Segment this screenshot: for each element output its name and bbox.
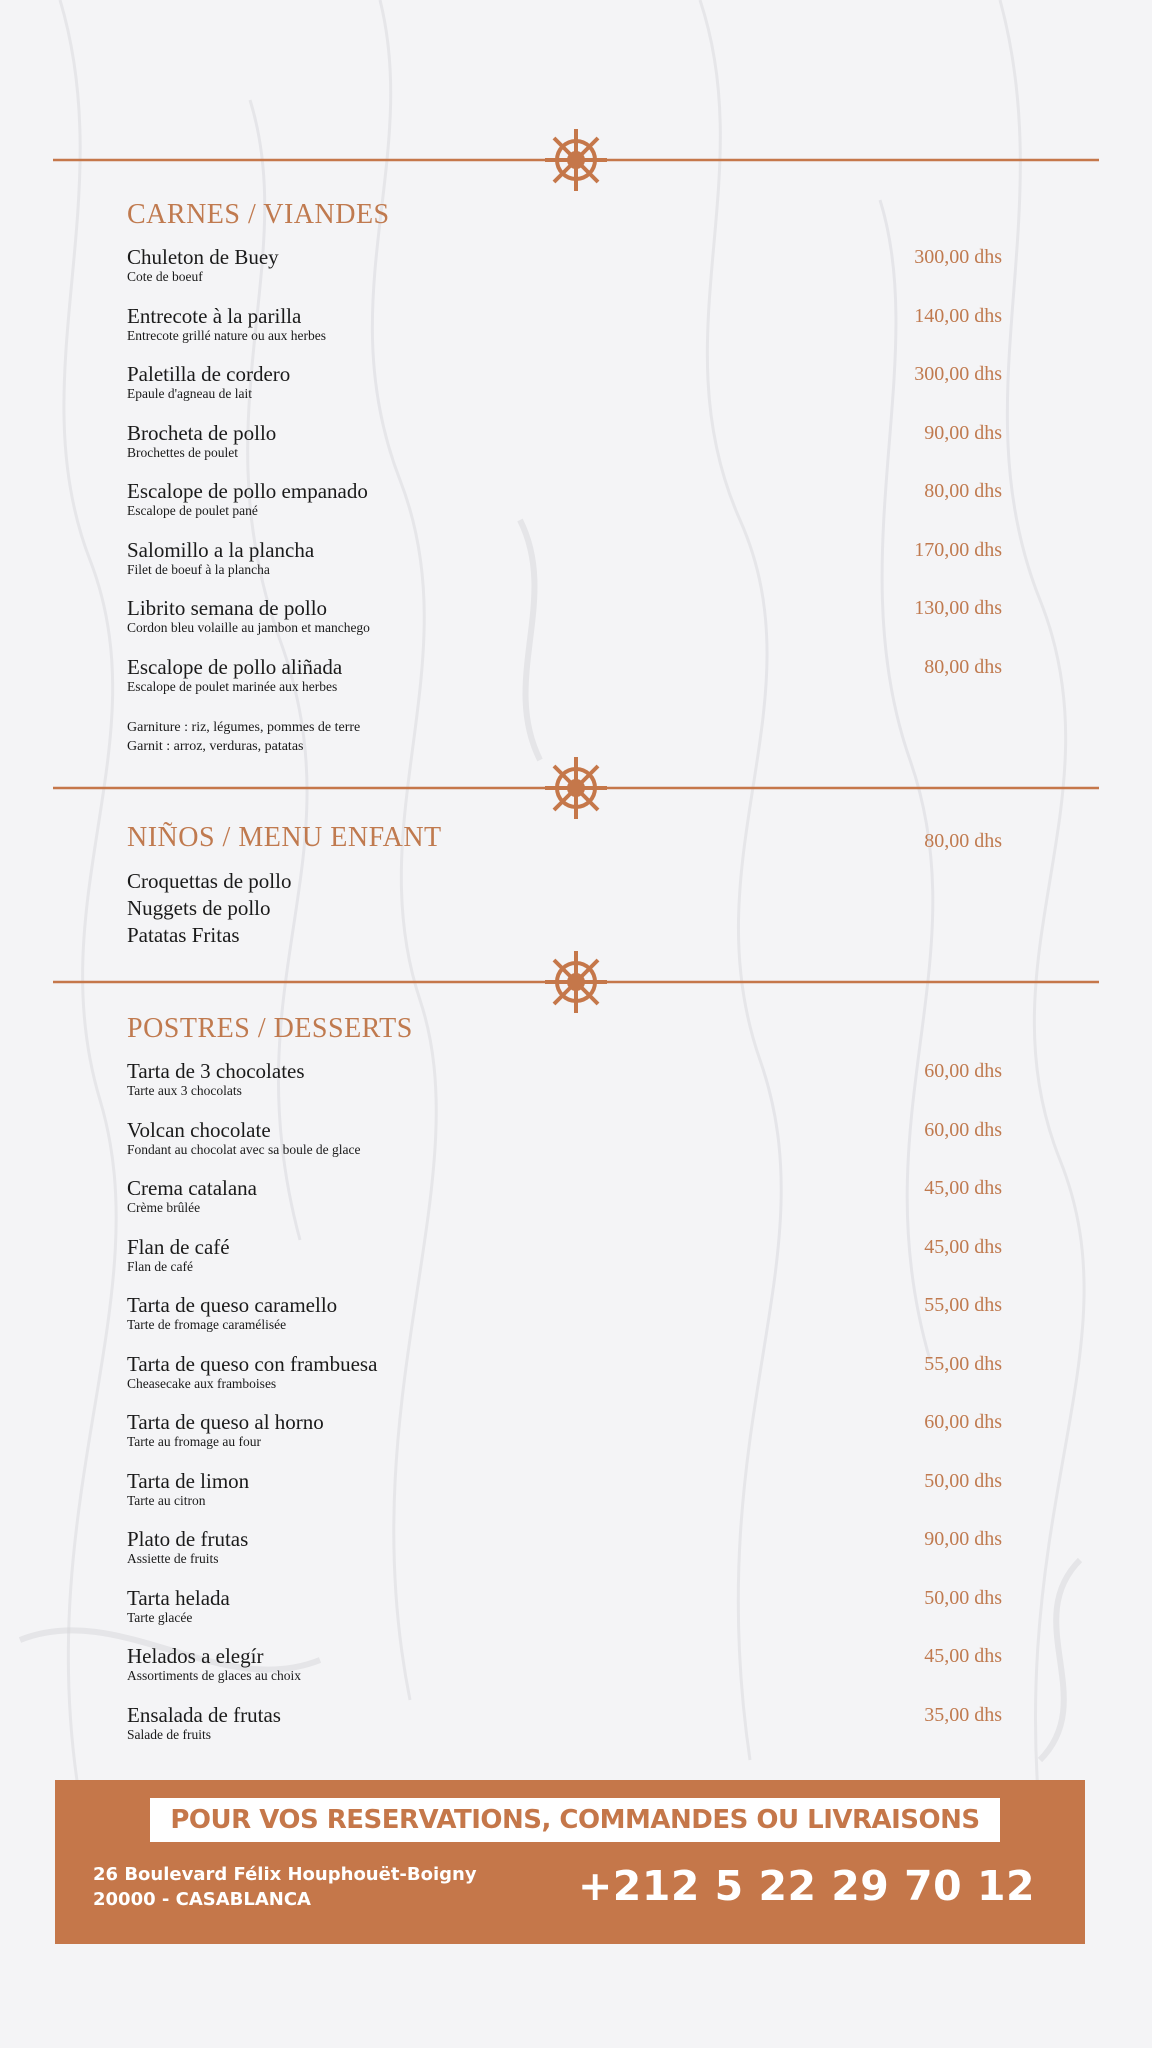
item-description: Assortiments de glaces au choix	[127, 1668, 301, 1683]
item-price: 140,00 dhs	[914, 304, 1002, 327]
item-name: Tarta de 3 chocolates	[127, 1059, 305, 1083]
item-price: 130,00 dhs	[914, 597, 1002, 619]
item-description: Cheasecake aux framboises	[127, 1375, 277, 1391]
item-description: Tarte au citron	[127, 1492, 206, 1508]
reservation-headline: POUR VOS RESERVATIONS, COMMANDES OU LIVRAISONS	[150, 1798, 1000, 1842]
menu-item	[127, 1059, 1002, 1118]
garnish-french: Garniture : riz, légumes, pommes de terre	[127, 720, 361, 735]
menu-item	[127, 538, 1002, 597]
item-description: Tarte au fromage au four	[127, 1434, 261, 1449]
section-title-carnes: CARNES / VIANDES	[127, 199, 390, 230]
item-description: Cordon bleu volaille au jambon et manchego	[127, 620, 370, 635]
item-price: 90,00 dhs	[924, 1528, 1002, 1550]
item-description: Salade de fruits	[127, 1726, 211, 1742]
item-description: Assiette de fruits	[127, 1551, 219, 1566]
kids-menu-item: Croquettas de pollo	[127, 869, 292, 893]
item-description: Tarte glacée	[127, 1609, 193, 1625]
item-name: Flan de café	[127, 1234, 230, 1259]
menu-item	[127, 1352, 1002, 1411]
address-line-1: 26 Boulevard Félix Houphouët-Boigny	[93, 1864, 477, 1885]
item-name: Crema catalana	[127, 1176, 257, 1200]
ship-wheel-icon	[545, 757, 607, 819]
item-price: 300,00 dhs	[914, 363, 1002, 385]
menu-item	[127, 596, 1002, 655]
item-price: 60,00 dhs	[924, 1060, 1002, 1082]
garnish-note	[127, 718, 360, 756]
restaurant-address	[93, 1862, 477, 1912]
item-description: Flan de café	[127, 1258, 193, 1274]
item-name: Plato de frutas	[127, 1527, 249, 1551]
item-name: Helados a elegír	[127, 1644, 264, 1668]
item-description: Brochettes de poulet	[127, 444, 238, 460]
reservation-banner	[55, 1780, 1085, 1944]
item-description: Epaule d'agneau de lait	[127, 386, 253, 401]
item-price: 80,00 dhs	[924, 655, 1002, 678]
item-description: Crème brûlée	[127, 1200, 201, 1215]
item-name: Paletilla de cordero	[127, 362, 291, 386]
item-name: Tarta de queso caramello	[127, 1293, 338, 1317]
item-description: Escalope de poulet pané	[127, 503, 258, 518]
menu-item	[127, 655, 1002, 714]
menu-item	[127, 245, 1002, 304]
item-price: 55,00 dhs	[924, 1352, 1002, 1375]
ship-wheel-icon	[545, 951, 607, 1013]
garnish-spanish: Garnit : arroz, verduras, patatas	[127, 739, 304, 754]
item-description: Cote de boeuf	[127, 269, 203, 284]
postres-list	[127, 1059, 1002, 1761]
menu-item	[127, 1469, 1002, 1528]
menu-item	[127, 421, 1002, 480]
kids-menu-price: 80,00 dhs	[924, 830, 1002, 852]
menu-item	[127, 1527, 1002, 1586]
carnes-list	[127, 245, 1002, 713]
item-price: 60,00 dhs	[924, 1411, 1002, 1433]
item-name: Chuleton de Buey	[127, 245, 279, 269]
menu-item	[127, 1410, 1002, 1469]
item-price: 60,00 dhs	[924, 1118, 1002, 1141]
item-price: 45,00 dhs	[924, 1235, 1002, 1258]
item-description: Fondant au chocolat avec sa boule de glace	[127, 1141, 361, 1157]
menu-item	[127, 1644, 1002, 1703]
menu-item	[127, 1235, 1002, 1294]
phone-number[interactable]: +212 5 22 29 70 12	[577, 1862, 1035, 1910]
item-price: 170,00 dhs	[914, 538, 1002, 561]
item-description: Entrecote grillé nature ou aux herbes	[127, 327, 327, 343]
item-name: Librito semana de pollo	[127, 596, 328, 620]
item-price: 50,00 dhs	[924, 1469, 1002, 1492]
kids-menu-list	[127, 868, 291, 949]
divider-bottom	[53, 942, 1099, 1022]
item-name: Escalope de pollo empanado	[127, 479, 368, 503]
item-name: Tarta helada	[127, 1585, 230, 1610]
kids-menu-item: Patatas Fritas	[127, 923, 240, 947]
menu-item	[127, 304, 1002, 363]
ship-wheel-icon	[545, 129, 607, 191]
item-price: 55,00 dhs	[924, 1294, 1002, 1316]
item-name: Ensalada de frutas	[127, 1702, 281, 1727]
menu-item	[127, 479, 1002, 538]
item-description: Tarte de fromage caramélisée	[127, 1317, 287, 1332]
item-name: Tarta de limon	[127, 1468, 250, 1493]
item-name: Entrecote à la parilla	[127, 303, 302, 328]
item-price: 90,00 dhs	[924, 421, 1002, 444]
item-price: 300,00 dhs	[914, 246, 1002, 268]
item-name: Brocheta de pollo	[127, 420, 277, 445]
item-price: 35,00 dhs	[924, 1703, 1002, 1726]
menu-item	[127, 362, 1002, 421]
menu-item	[127, 1176, 1002, 1235]
divider-middle	[53, 748, 1099, 828]
address-line-2: 20000 - CASABLANCA	[93, 1889, 311, 1910]
menu-item	[127, 1118, 1002, 1177]
menu-item	[127, 1703, 1002, 1762]
item-name: Tarta de queso con frambuesa	[127, 1351, 378, 1376]
section-title-ninos: NIÑOS / MENU ENFANT	[127, 822, 442, 853]
item-description: Filet de boeuf à la plancha	[127, 561, 270, 577]
menu-item	[127, 1293, 1002, 1352]
divider-top	[53, 120, 1099, 200]
item-name: Salomillo a la plancha	[127, 537, 315, 562]
menu-item	[127, 1586, 1002, 1645]
item-description: Tarte aux 3 chocolats	[127, 1083, 242, 1098]
item-price: 45,00 dhs	[924, 1645, 1002, 1667]
item-price: 50,00 dhs	[924, 1586, 1002, 1609]
item-description: Escalope de poulet marinée aux herbes	[127, 678, 338, 694]
kids-menu-item: Nuggets de pollo	[127, 896, 271, 920]
item-price: 80,00 dhs	[924, 480, 1002, 502]
item-price: 45,00 dhs	[924, 1177, 1002, 1199]
item-name: Tarta de queso al horno	[127, 1410, 324, 1434]
section-title-postres: POSTRES / DESSERTS	[127, 1013, 413, 1044]
item-name: Escalope de pollo aliñada	[127, 654, 343, 679]
item-name: Volcan chocolate	[127, 1117, 271, 1142]
